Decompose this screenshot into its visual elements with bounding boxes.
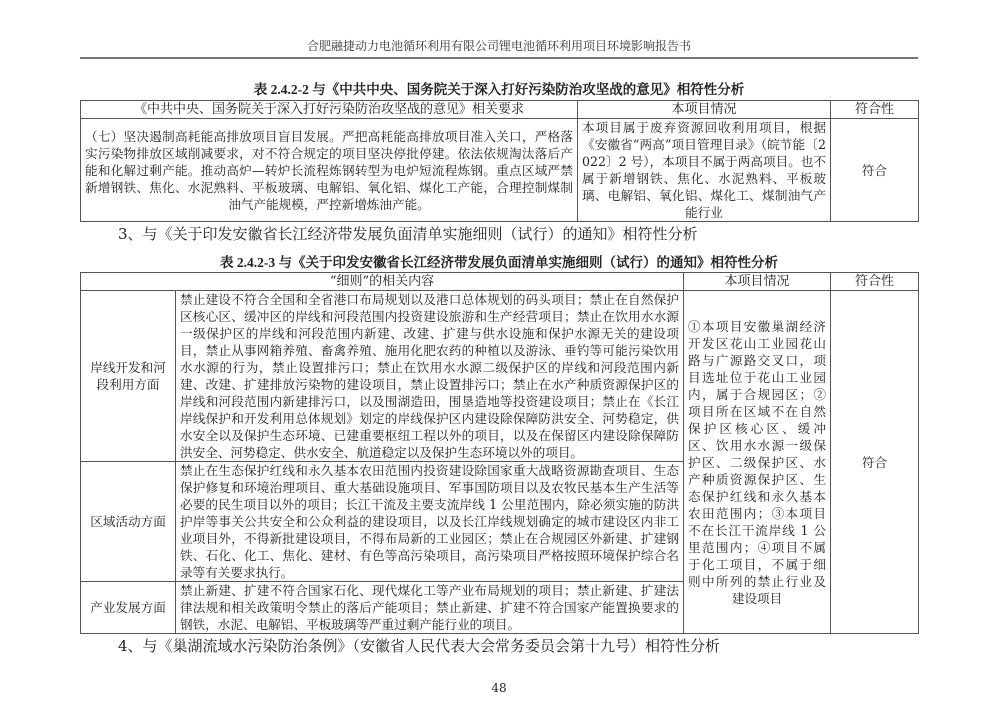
- table1-title: 表 2.4.2-2 与《中共中央、国务院关于深入打好污染防治攻坚战的意见》相符性分析: [253, 82, 745, 97]
- header-rule: [80, 57, 918, 59]
- table2-title: 表 2.4.2-3 与《关于印发安徽省长江经济带发展负面清单实施细则（试行）的通知》相符性分析: [220, 255, 778, 270]
- content-cell: 禁止新建、扩建不符合国家石化、现代煤化工等产业布局规划的项目；禁止新建、扩建法律法规和相关政策明令禁止的落后产能项目；禁止新建、扩建不符合国家产能置换要求的钢铁，水泥、电解铝、平板玻璃等严重过剩产能行业的项目。: [176, 582, 684, 634]
- compliance-cell: 符合: [831, 291, 919, 634]
- section-4-heading: 4、与《巢湖流域水污染防治条例》（安徽省人民代表大会常务委员会第十九号）相符性分析: [118, 637, 721, 655]
- table-header-row: [81, 273, 919, 291]
- requirement-cell: （七）坚决遏制高耗能高排放项目盲目发展。严把高耗能高排放项目准入关口，严格落实污染物排放区域削减要求，对不符合规定的项目坚决停批停建。依法依规淘汰落后产能和化解过剩产能。推动高炉—转炉长流程炼钢转型为电炉短流程炼钢。重点区域严禁新增钢铁、焦化、水泥熟料、平板玻璃、电解铝、氧化铝、煤化工产能，合理控制煤制油气产能规模，严控新增炼油产能。: [81, 119, 578, 222]
- aspect-cell: 产业发展方面: [81, 582, 176, 634]
- table2: [80, 272, 919, 634]
- page-number: 48: [491, 681, 507, 695]
- table1: [80, 100, 919, 222]
- column-header: 符合性: [831, 273, 919, 291]
- table-header-row: [81, 101, 919, 119]
- running-header: 合肥融捷动力电池循环利用有限公司锂电池循环利用项目环境影响报告书: [306, 39, 691, 53]
- table-row: [81, 119, 919, 222]
- column-header: 本项目情况: [684, 273, 831, 291]
- table-row: [81, 291, 919, 462]
- section-3-heading: 3、与《关于印发安徽省长江经济带发展负面清单实施细则（试行）的通知》相符性分析: [118, 225, 698, 243]
- column-header: 符合性: [831, 101, 919, 119]
- aspect-cell: 区域活动方面: [81, 462, 176, 582]
- content-cell: 禁止在生态保护红线和永久基本农田范围内投资建设除国家重大战略资源勘查项目、生态保护修复和环境治理项目、重大基础设施项目、军事国防项目以及农牧民基本生产生活等必要的民生项目以外的项目；长江干流及主要支流岸线 1 公里范围内，除必须实施的防洪护岸等事关公共安全和公众利益的建设项目，以及长江岸线规划确定的城市建设区内非工业项目外，不得新批建设项目，不得布局新的工业园区；禁止在合规园区外新建、扩建钢铁、石化、化工、焦化、建材、有色等高污染项目，高污染项目严格按照环境保护综合名录等有关要求执行。: [176, 462, 684, 582]
- aspect-cell: 岸线开发和河段利用方面: [81, 291, 176, 462]
- situation-cell: 本项目属于废弃资源回收利用项目，根据《安徽省“两高”项目管理目录》（皖节能〔2022〕2 号），本项目不属于两高项目。也不属于新增钢铁、焦化、水泥熟料、平板玻璃、电解铝、氧化铝、煤化工、煤制油气产能行业: [578, 119, 831, 222]
- column-header: 本项目情况: [578, 101, 831, 119]
- compliance-cell: 符合: [831, 119, 919, 222]
- column-header: “细则”的相关内容: [81, 273, 684, 291]
- column-header: 《中共中央、国务院关于深入打好污染防治攻坚战的意见》相关要求: [81, 101, 578, 119]
- situation-cell: ①本项目安徽巢湖经济开发区花山工业园花山路与广源路交叉口，项目选址位于花山工业园内，属于合规园区；②项目所在区域不在自然保护区核心区、缓冲区、饮用水水源一级保护区、二级保护区、水产种质资源保护区、生态保护红线和永久基本农田范围内；③本项目不在长江干流岸线 1 公里范围内；④项目不属于化工项目，不属于细则中所列的禁止行业及建设项目: [684, 291, 831, 634]
- content-cell: 禁止建设不符合全国和全省港口布局规划以及港口总体规划的码头项目；禁止在自然保护区核心区、缓冲区的岸线和河段范围内投资建设旅游和生产经营项目；禁止在饮用水水源一级保护区的岸线和河段范围内新建、改建、扩建与供水设施和保护水源无关的建设项目，禁止从事网箱养殖、畜禽养殖、施用化肥农药的种植以及游泳、垂钓等可能污染饮用水水源的行为，禁止设置排污口；禁止在饮用水水源二级保护区的岸线和河段范围内新建、改建、扩建排放污染物的建设项目，禁止设置排污口；禁止在水产种质资源保护区的岸线和河段范围内新建排污口，以及围湖造田，围垦造地等投资建设项目；禁止在《长江岸线保护和开发利用总体规划》划定的岸线保护区内建设除保障防洪安全、河势稳定，供水安全以及保护生态环境、已建重要枢纽工程以外的项目，以及在保留区内建设除保障防洪安全、河势稳定、供水安全、航道稳定以及保护生态环境以外的项目。: [176, 291, 684, 462]
